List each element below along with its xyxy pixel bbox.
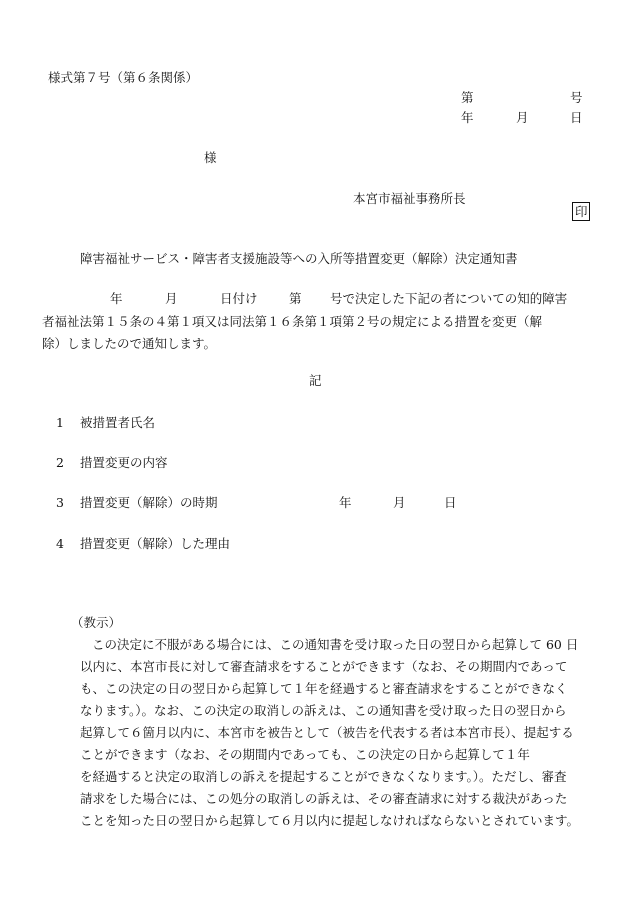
form-number: 様式第７号（第６条関係）	[48, 70, 199, 85]
seal-text: 印	[572, 202, 591, 222]
date-day: 日	[570, 110, 583, 125]
date-month: 月	[516, 110, 529, 125]
addressee-honorific: 様	[204, 150, 217, 165]
notice-line: 以内に、本宮市長に対して審査請求をすることができます（なお、その期間内であって	[80, 659, 568, 674]
document-number-suffix: 号	[570, 90, 583, 105]
document-title: 障害福祉サービス・障害者支援施設等への入所等措置変更（解除）決定通知書	[80, 251, 518, 266]
body-month: 月	[165, 291, 178, 306]
notice-heading: （教示）	[71, 615, 122, 630]
date-year: 年	[461, 110, 474, 125]
notice-line: を経過すると決定の取消しの訴えを提起することができなくなります。）。ただし、審査	[80, 769, 567, 784]
notice-line: も、この決定の日の翌日から起算して１年を経過すると審査請求をすることができなく	[80, 681, 568, 696]
notice-line: なります。）。なお、この決定の取消しの訴えは、この通知書を受け取った日の翌日から	[80, 703, 567, 718]
item-timing-year: 年	[339, 495, 352, 510]
body-line1-rest: 号で決定した下記の者についての知的障害	[330, 291, 568, 306]
body-dated: 日付け	[220, 291, 258, 306]
item-timing-day: 日	[444, 495, 457, 510]
notice-line: 請求をした場合には、この処分の取消しの訴えは、その審査請求に対する裁決があった	[80, 791, 568, 806]
item-timing-month: 月	[393, 495, 406, 510]
document-number-prefix: 第	[461, 90, 474, 105]
item-number: 3	[56, 495, 64, 510]
issuer-name: 本宮市福祉事務所長	[353, 191, 466, 206]
item-label-timing: 措置変更（解除）の時期	[80, 495, 218, 510]
notice-line: この決定に不服がある場合には、この通知書を受け取った日の翌日から起算して 60 日	[92, 637, 579, 652]
item-label-reason: 措置変更（解除）した理由	[80, 536, 231, 551]
notice-line: ことができます（なお、その期間内であっても、この決定の日から起算して１年	[80, 747, 530, 762]
body-line3: 除）しましたので通知します。	[42, 336, 217, 351]
body-year: 年	[110, 291, 123, 306]
item-label-content: 措置変更の内容	[80, 455, 168, 470]
body-line2: 者福祉法第１５条の４第１項又は同法第１６条第１項第２号の規定による措置を変更（解	[42, 314, 543, 329]
item-number: 2	[56, 455, 64, 470]
body-number-prefix: 第	[289, 291, 302, 306]
item-number: 1	[56, 415, 64, 430]
notice-line: ことを知った日の翌日から起算して６月以内に提起しなければならないとされています。	[80, 813, 580, 828]
ki-heading: 記	[309, 373, 322, 388]
seal-mark	[564, 189, 590, 221]
item-label-name: 被措置者氏名	[80, 415, 156, 430]
item-number: 4	[56, 536, 64, 551]
notice-line: 起算して６箇月以内に、本宮市を被告として（被告を代表する者は本宮市長）、提起する	[80, 725, 574, 740]
